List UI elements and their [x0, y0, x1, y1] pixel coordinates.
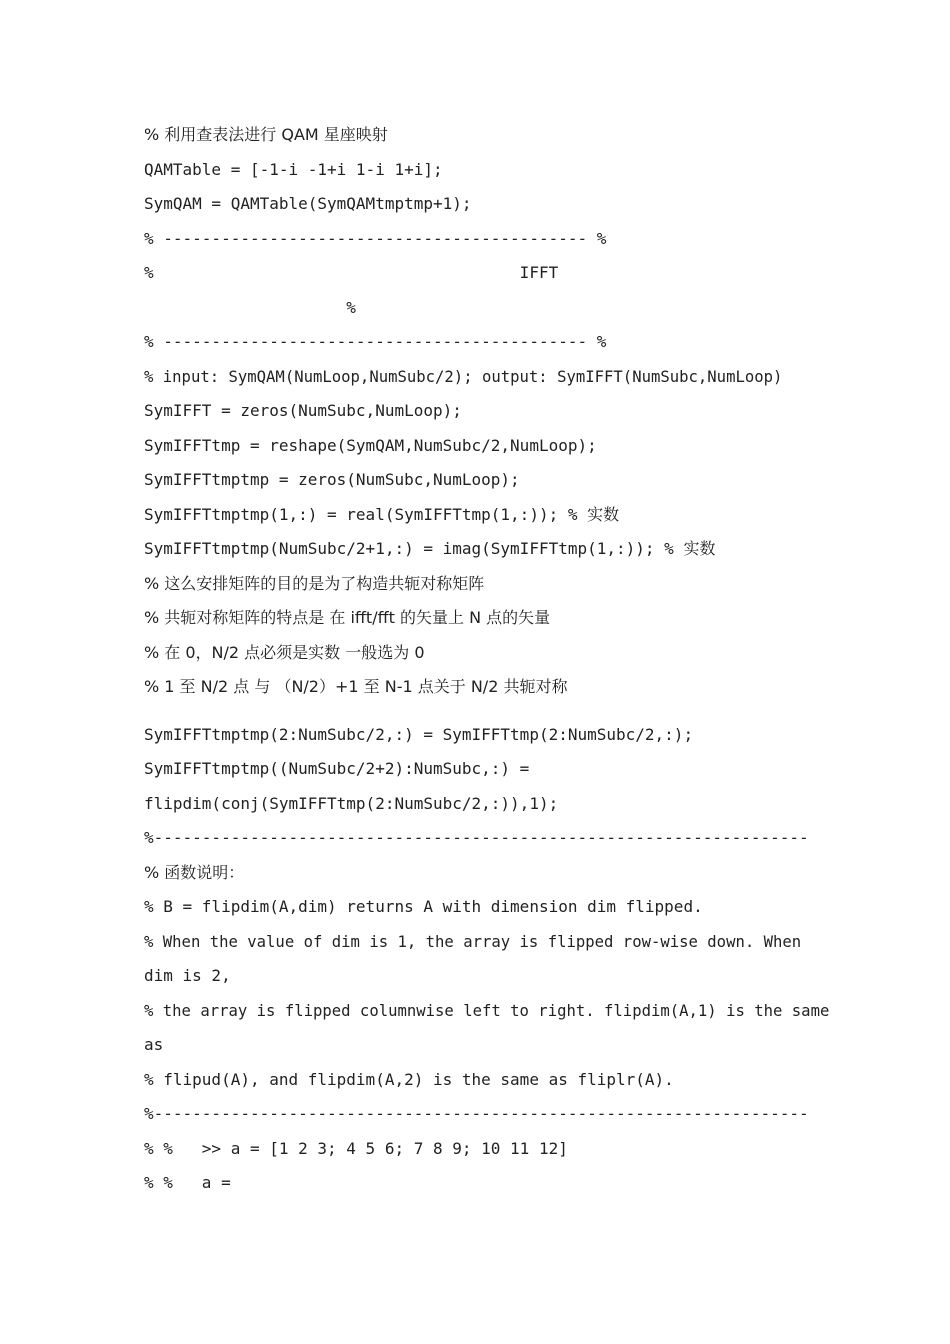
comment-divider-long: %-------------------------------------------------------------------- [144, 828, 809, 847]
code-line-assign-lower: SymIFFTtmptmp((NumSubc/2+2):NumSubc,:) = [144, 759, 530, 778]
comment-line-real-points: % 在 0，N/2 点必须是实数 一般选为 0 [144, 642, 425, 662]
paragraph-gap [144, 705, 816, 718]
comment-line-example-result: % % a = [144, 1173, 231, 1192]
comment-line-percent: % [144, 297, 356, 317]
comment-line-dim-1: % When the value of dim is 1, the array is flipped row-wise down. When [144, 932, 802, 951]
comment-line-function-description: % 函数说明： [144, 862, 245, 882]
code-line-real: SymIFFTtmptmp(1,:) = real(SymIFFTtmp(1,:)); % 实数 [144, 504, 620, 524]
comment-divider: % -------------------------------------------- % [144, 228, 607, 248]
comment-line-flipud-fliplr: % flipud(A), and flipdim(A,2) is the same as fliplr(A). [144, 1069, 674, 1089]
code-line-flipdim: flipdim(conj(SymIFFTtmp(2:NumSubc/2,:)),1); [144, 793, 559, 813]
comment-line-ifft: % IFFT [144, 263, 559, 282]
comment-divider: % -------------------------------------------- % [144, 332, 607, 351]
comment-line-symmetry: % 1 至 N/2 点 与 （N/2）+1 至 N-1 点关于 N/2 共轭对称 [144, 677, 568, 696]
code-line-symiffttmptmp-zeros: SymIFFTtmptmp = zeros(NumSubc,NumLoop); [144, 470, 520, 489]
code-line-symifft-zeros: SymIFFT = zeros(NumSubc,NumLoop); [144, 401, 462, 420]
comment-line-input-output: % input: SymQAM(NumLoop,NumSubc/2); output: SymIFFT(NumSubc,NumLoop) [144, 367, 783, 386]
comment-line-columnwise: % the array is flipped columnwise left to right. flipdim(A,1) is the same [144, 1001, 830, 1020]
comment-divider-long: %-------------------------------------------------------------------- [144, 1104, 809, 1123]
comment-line-example-a: % % >> a = [1 2 3; 4 5 6; 7 8 9; 10 11 12] [144, 1138, 568, 1158]
code-line-assign-upper: SymIFFTtmptmp(2:NumSubc/2,:) = SymIFFTtmp(2:NumSubc/2,:); [144, 724, 694, 744]
code-listing [144, 118, 830, 1201]
code-line-symqam: SymQAM = QAMTable(SymQAMtmptmp+1); [144, 194, 472, 213]
comment-line-as: as [144, 1035, 164, 1054]
code-line-qamtable: QAMTable = [-1-i -1+i 1-i 1+i]; [144, 159, 443, 179]
code-line-imag: SymIFFTtmptmp(NumSubc/2+1,:) = imag(SymIFFTtmp(1,:)); % 实数 [144, 539, 716, 558]
comment-line-qam-mapping: % 利用查表法进行 QAM 星座映射 [144, 125, 388, 144]
comment-line-matrix-purpose: % 这么安排矩阵的目的是为了构造共轭对称矩阵 [144, 573, 485, 593]
code-line-symiffttmp-reshape: SymIFFTtmp = reshape(SymQAM,NumSubc/2,NumLoop); [144, 435, 597, 455]
comment-line-flipdim-returns: % B = flipdim(A,dim) returns A with dimension dim flipped. [144, 897, 703, 916]
comment-line-conjugate-property: % 共轭对称矩阵的特点是 在 ifft/fft 的矢量上 N 点的矢量 [144, 608, 551, 627]
comment-line-dim-2: dim is 2, [144, 966, 231, 985]
